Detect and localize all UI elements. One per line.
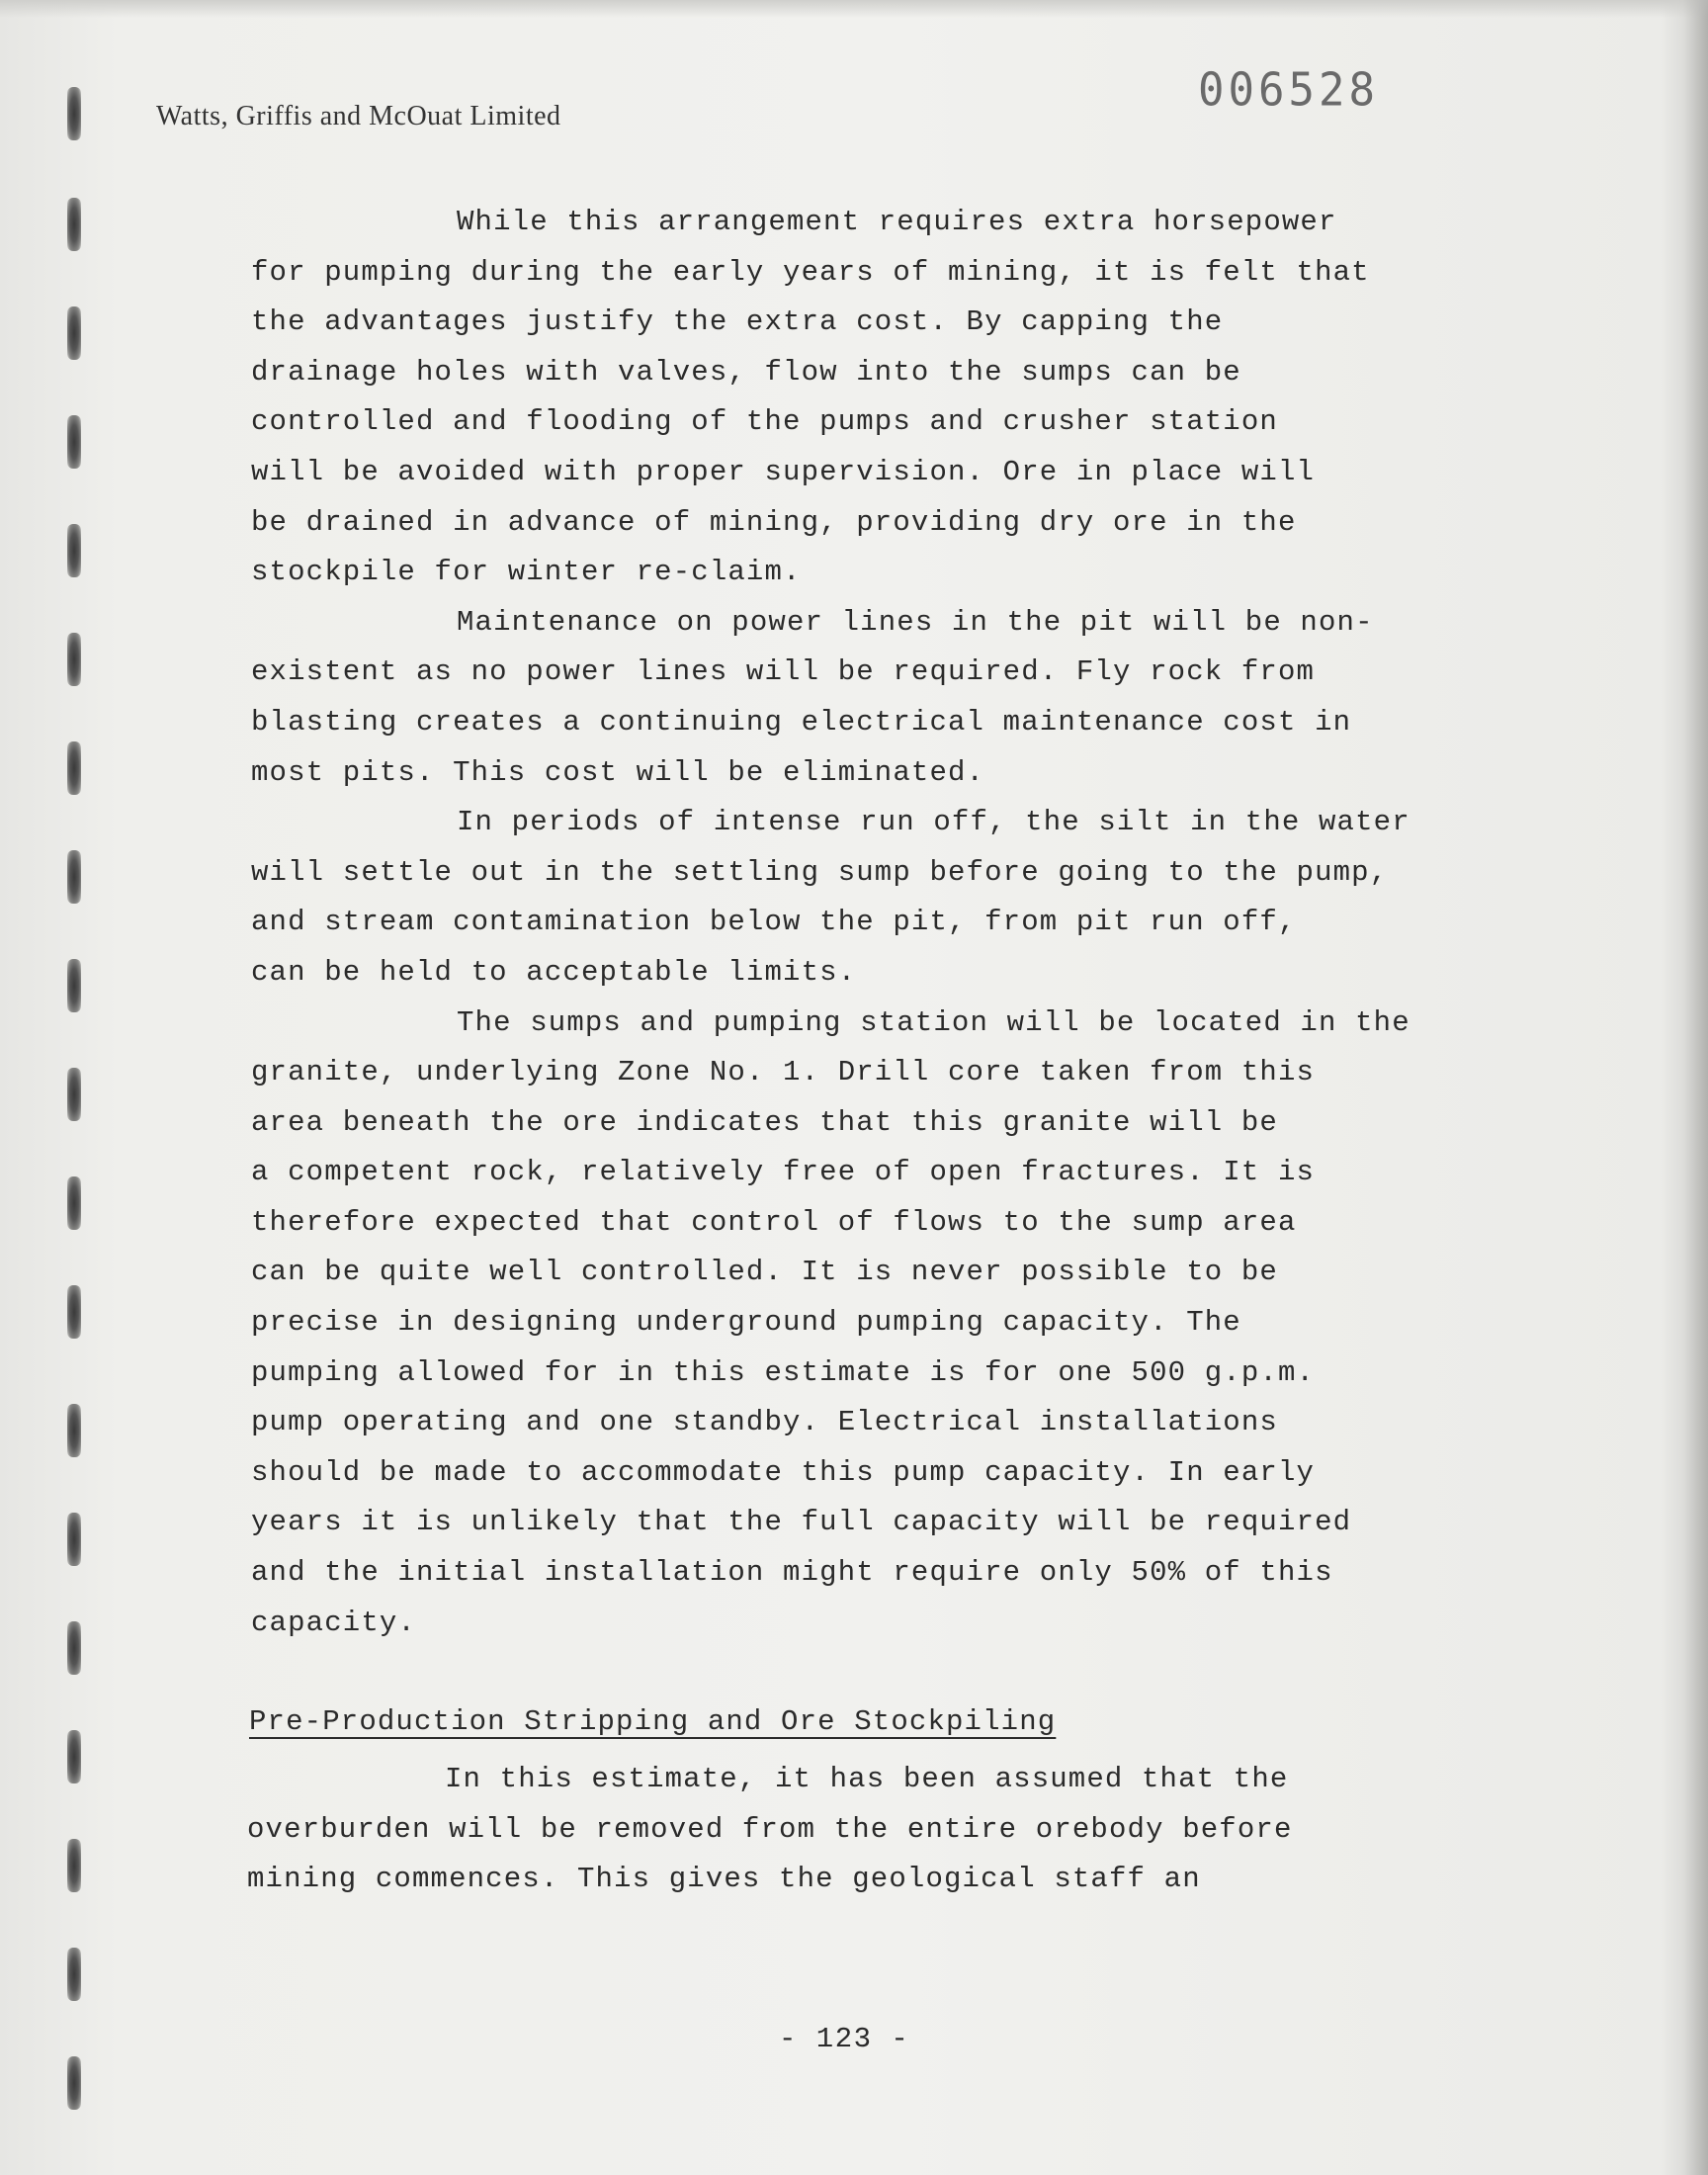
binder-hole-mark [67, 524, 81, 577]
right-edge-shadow [1682, 0, 1708, 2175]
binder-hole-mark [67, 1513, 81, 1566]
document-number-stamp: 006528 [1198, 63, 1379, 118]
binder-hole-mark [67, 2056, 81, 2110]
binder-hole-mark [67, 1948, 81, 2001]
binder-hole-mark [67, 1068, 81, 1121]
binder-hole-mark [67, 850, 81, 904]
binder-hole-mark [67, 1285, 81, 1339]
binder-hole-mark [67, 959, 81, 1012]
section-paragraph: In this estimate, it has been assumed that the overburden will be removed from the entire orebody before mining commences. This gives the geological staff an [247, 1763, 1293, 1896]
binder-hole-mark [67, 415, 81, 469]
binder-hole-mark [67, 306, 81, 360]
binder-hole-mark [67, 741, 81, 795]
binder-hole-mark [67, 633, 81, 686]
top-edge-shadow [0, 0, 1708, 18]
binder-hole-mark [67, 87, 81, 140]
paragraph: Maintenance on power lines in the pit will be non- existent as no power lines will be required. Fly rock from blasting creates a continuing electrical maintenance cost in most pits. This cost will be eliminated. [251, 605, 1374, 789]
paragraph: In periods of intense run off, the silt in the water will settle out in the settling sump before going to the pump, and stream contamination below the pit, from pit run off, can be held to acceptable limits. [251, 806, 1410, 989]
binder-hole-mark [67, 1404, 81, 1457]
binder-hole-mark [67, 1176, 81, 1230]
company-letterhead: Watts, Griffis and McOuat Limited [156, 101, 561, 131]
section-heading: Pre-Production Stripping and Ore Stockpiling [249, 1705, 1057, 1738]
binder-hole-mark [67, 1839, 81, 1892]
body-text [251, 198, 1506, 1648]
binder-hole-mark [67, 1730, 81, 1784]
paragraph: The sumps and pumping station will be located in the granite, underlying Zone No. 1. Drill core taken from this area beneath the ore indicates that this granite will be a competent rock, relatively free of open fractures. It is therefore expected that control of flows to the sump area can be quite well controlled. It is never possible to be precise in designing underground pumping capacity. The pumping allowed for in this estimate is for one 500 g.p.m. pump operating and one standby. Electrical installations should be made to accommodate this pump capacity. In early years it is unlikely that the full capacity will be required and the initial installation might require only 50% of this capacity. [251, 1005, 1410, 1639]
binder-hole-mark [67, 198, 81, 251]
page-number: - 123 - [779, 2023, 910, 2055]
paragraph: While this arrangement requires extra horsepower for pumping during the early years of mining, it is felt that the advantages justify the extra cost. By capping the drainage holes with valves, flow into the sumps can be controlled and flooding of the pumps and crusher station will be avoided with proper supervision. Ore in place will be drained in advance of mining, providing dry ore in the stockpile for winter re-claim. [251, 206, 1370, 589]
binder-hole-mark [67, 1621, 81, 1675]
